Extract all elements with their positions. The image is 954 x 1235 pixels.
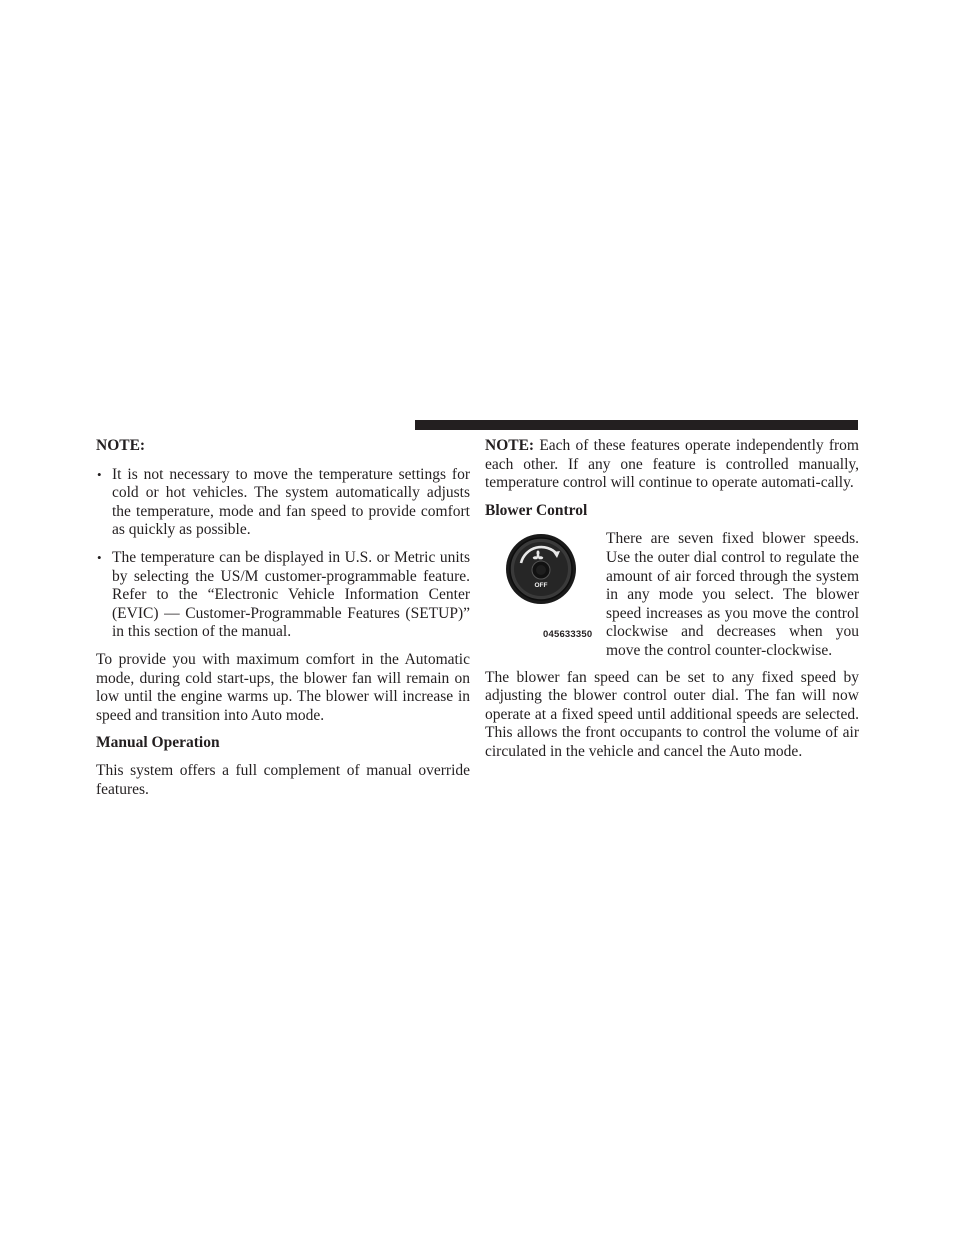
auto-mode-paragraph: To provide you with maximum comfort in the Automatic mode, during cold start-ups, the blower fan will remain on low until the engine warms up. The blower will increase in speed and transition into Auto mode. [96,650,470,724]
blower-dial-figure [485,530,599,650]
blower-figure-row [485,530,859,660]
list-item [96,549,470,642]
bullet-text: It is not necessary to move the temperature settings for cold or hot vehicles. The system automatically adjusts the temperature, mode and fan speed to provide comfort as quickly as possible. [112,465,470,539]
blower-dial-image [505,533,577,605]
figure-code: 045633350 [543,629,593,641]
blower-control-heading: Blower Control [485,501,588,519]
list-item [96,466,470,540]
bullet-icon: • [97,466,102,482]
manual-operation-heading: Manual Operation [96,734,220,752]
note-bullet-list [96,466,470,642]
left-column [96,437,470,799]
manual-operation-paragraph: This system offers a full complement of manual override features. [96,761,470,798]
independent-note-paragraph [485,437,859,493]
right-column [485,437,859,762]
bullet-text: The temperature can be displayed in U.S. or Metric units by selecting the US/M customer-programmable feature. Refer to the “Electronic Vehicle Information Center (EVIC) — Customer-Programmable Features (SETUP)” in this section of the manual. [112,548,470,641]
note-label: NOTE: [96,437,146,454]
blower-speeds-paragraph: There are seven fixed blower speeds. Use the outer dial control to regulate the amount of air forced through the system in any mode you select. The blower speed increases as you move the control clockwise and decreases when you move the control counter-clockwise. [606,530,859,659]
note-text: Each of these features operate independently from each other. If any one feature is controlled manually, temperature control will continue to operate automati-cally. [485,437,859,492]
section-header-bar [415,420,858,430]
bullet-icon: • [97,549,102,565]
note-label: NOTE: [485,437,535,454]
dial-off-label: OFF [534,582,548,590]
blower-fan-speed-paragraph: The blower fan speed can be set to any fixed speed by adjusting the blower control outer dial. The fan will now operate at a fixed speed until additional speeds are selected. This allows the front occupants to control the volume of air circulated in the vehicle and cancel the Auto mode. [485,668,859,760]
